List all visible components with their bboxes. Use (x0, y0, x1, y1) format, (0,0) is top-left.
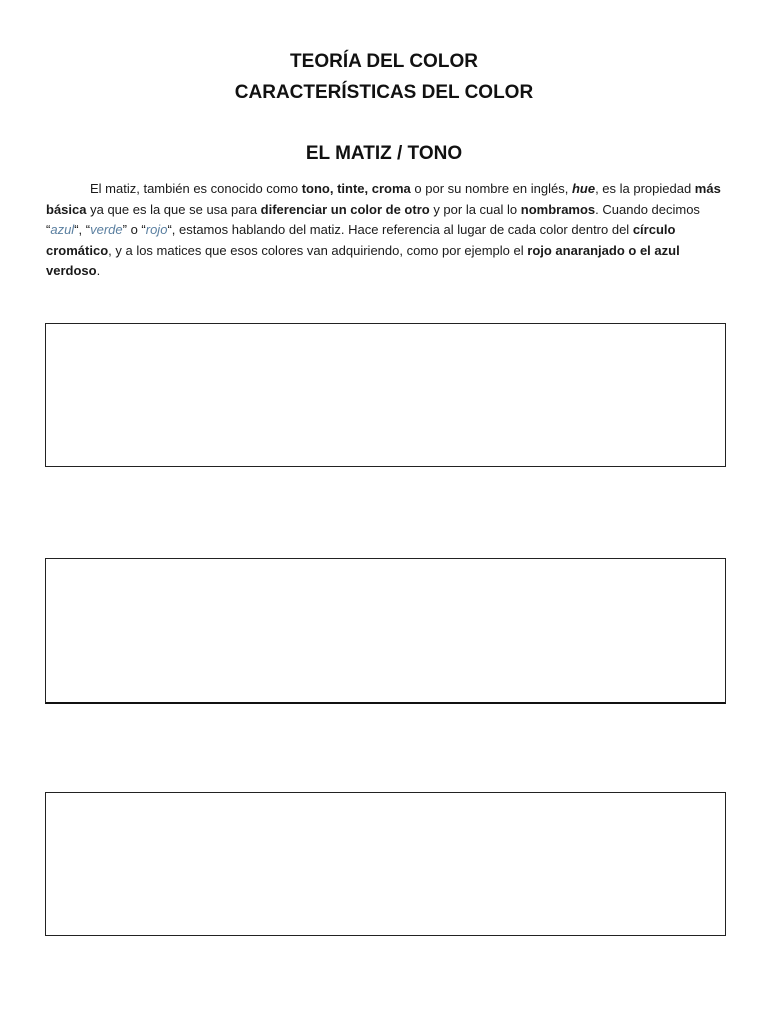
section-heading: EL MATIZ / TONO (305, 143, 463, 164)
bold-run: rojo anaranjado o el azul verdoso (46, 242, 680, 279)
bold-run: tono, tinte, croma (301, 181, 411, 196)
color-word-azul: azul (50, 222, 75, 238)
color-word-rojo: rojo (145, 222, 168, 238)
text-run: o por su nombre en inglés, (410, 181, 572, 196)
text-run: ” o “ (122, 222, 146, 238)
text-run: “, estamos hablando del matiz. Hace referencia al lugar de cada color dentro del (167, 222, 633, 238)
bold-run: círculo cromático (46, 222, 676, 258)
text-run: , es la propiedad (595, 181, 695, 196)
body-paragraph (46, 179, 728, 282)
empty-box-3 (45, 792, 726, 936)
text-run: . Cuando decimos “ (46, 201, 700, 238)
text-run: . (96, 263, 101, 279)
document-subtitle: CARACTERÍSTICAS DEL COLOR (234, 82, 534, 103)
bold-italic-run: hue (571, 181, 596, 196)
bold-run: más básica (46, 181, 721, 217)
text-run: ya que es la que se usa para (86, 201, 261, 217)
text-run: El matiz, también es conocido como (90, 181, 302, 196)
text-run: y por la cual lo (429, 201, 521, 217)
empty-box-2 (45, 558, 726, 704)
empty-box-1 (45, 323, 726, 467)
bold-run: nombramos (520, 201, 596, 217)
bold-run: diferenciar un color de otro (260, 201, 430, 217)
text-run: “, “ (74, 222, 91, 238)
document-title: TEORÍA DEL COLOR (290, 51, 478, 72)
color-word-verde: verde (90, 222, 123, 238)
text-run: , y a los matices que esos colores van adquiriendo, como por ejemplo el (108, 242, 528, 258)
